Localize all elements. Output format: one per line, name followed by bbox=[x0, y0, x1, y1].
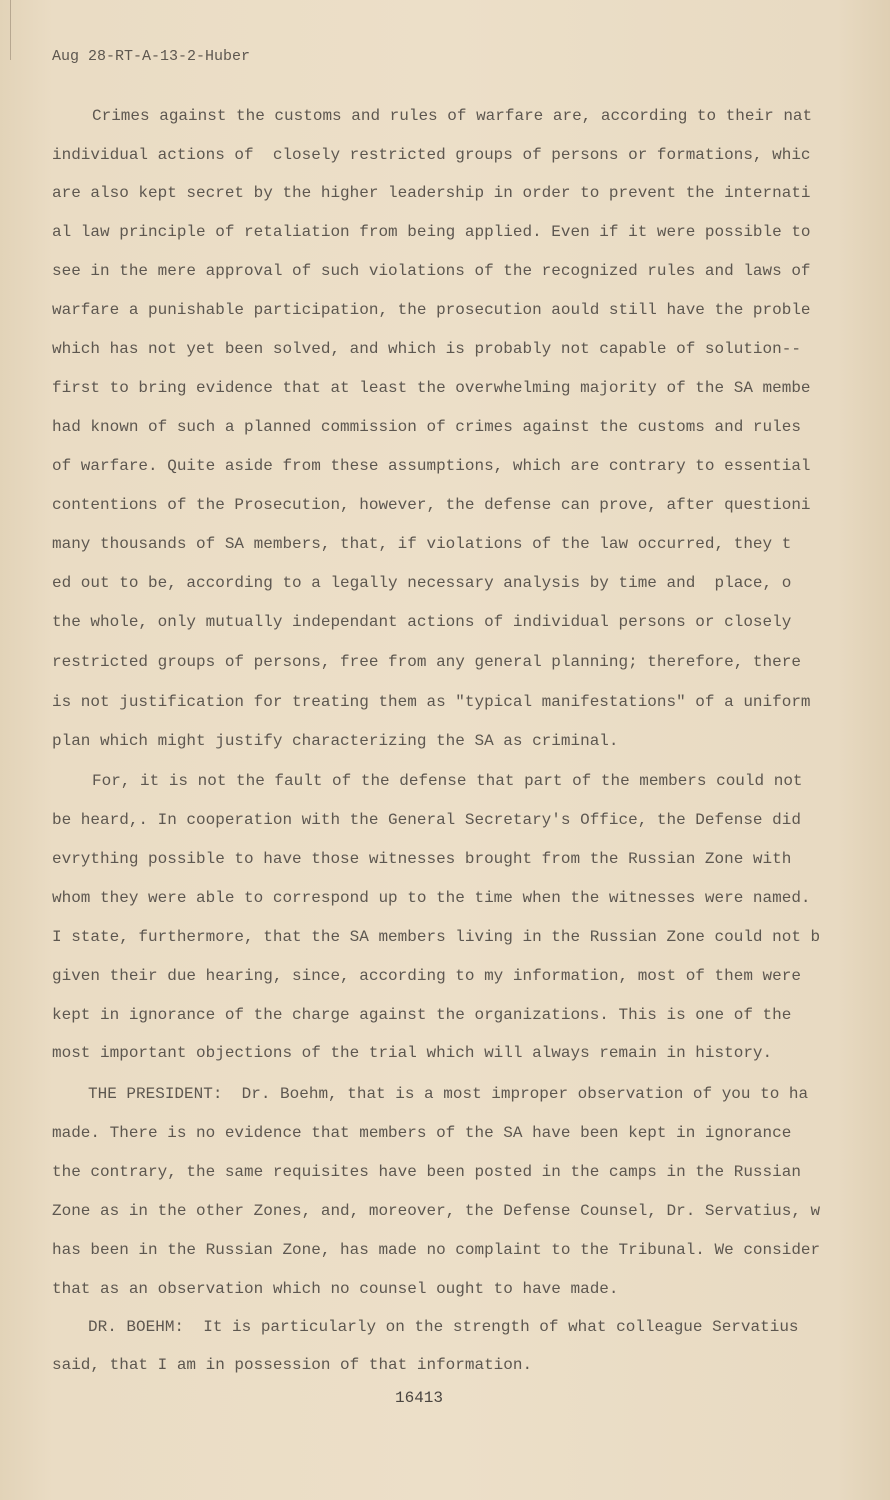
document-header: Aug 28-RT-A-13-2-Huber bbox=[52, 48, 251, 65]
text-line: of warfare. Quite aside from these assumptions, which are contrary to essential bbox=[52, 457, 811, 475]
page-edge-mark bbox=[10, 0, 11, 60]
text-line: has been in the Russian Zone, has made no complaint to the Tribunal. We consider bbox=[52, 1241, 821, 1259]
text-line: is not justification for treating them as "typical manifestations" of a uniform bbox=[52, 693, 811, 711]
text-line: restricted groups of persons, free from any general planning; therefore, there bbox=[52, 653, 801, 671]
text-line: Zone as in the other Zones, and, moreover, the Defense Counsel, Dr. Servatius, w bbox=[52, 1202, 821, 1220]
text-line: the contrary, the same requisites have been posted in the camps in the Russian bbox=[52, 1163, 801, 1181]
text-line: whom they were able to correspond up to the time when the witnesses were named. bbox=[52, 889, 811, 907]
text-line: the whole, only mutually independant actions of individual persons or closely bbox=[52, 613, 792, 631]
text-line: individual actions of closely restricted groups of persons or formations, whic bbox=[52, 146, 811, 164]
text-line: ed out to be, according to a legally necessary analysis by time and place, o bbox=[52, 574, 792, 592]
text-line: had known of such a planned commission of crimes against the customs and rules bbox=[52, 418, 801, 436]
text-line: Crimes against the customs and rules of warfare are, according to their nat bbox=[92, 107, 813, 125]
text-line: said, that I am in possession of that information. bbox=[52, 1356, 533, 1374]
text-line: are also kept secret by the higher leadership in order to prevent the internati bbox=[52, 184, 811, 202]
text-line: that as an observation which no counsel ought to have made. bbox=[52, 1280, 619, 1298]
text-line: see in the mere approval of such violations of the recognized rules and laws of bbox=[52, 262, 811, 280]
text-line: contentions of the Prosecution, however, the defense can prove, after questioni bbox=[52, 496, 811, 514]
text-line: al law principle of retaliation from being applied. Even if it were possible to bbox=[52, 223, 811, 241]
text-line: kept in ignorance of the charge against the organizations. This is one of the bbox=[52, 1006, 792, 1024]
text-line: first to bring evidence that at least the overwhelming majority of the SA membe bbox=[52, 379, 811, 397]
text-line: given their due hearing, since, according to my information, most of them were bbox=[52, 967, 801, 985]
page-number: 16413 bbox=[395, 1389, 444, 1407]
text-line: I state, furthermore, that the SA members living in the Russian Zone could not b bbox=[52, 928, 821, 946]
text-line: plan which might justify characterizing the SA as criminal. bbox=[52, 732, 619, 750]
text-line: For, it is not the fault of the defense that part of the members could not bbox=[92, 772, 803, 790]
text-line: evrything possible to have those witnesses brought from the Russian Zone with bbox=[52, 850, 792, 868]
text-line: THE PRESIDENT: Dr. Boehm, that is a most improper observation of you to ha bbox=[88, 1085, 809, 1103]
text-line: warfare a punishable participation, the prosecution aould still have the proble bbox=[52, 301, 811, 319]
text-line: made. There is no evidence that members of the SA have been kept in ignorance bbox=[52, 1124, 792, 1142]
text-line: DR. BOEHM: It is particularly on the strength of what colleague Servatius bbox=[88, 1318, 799, 1336]
text-line: be heard,. In cooperation with the General Secretary's Office, the Defense did bbox=[52, 811, 801, 829]
text-line: which has not yet been solved, and which is probably not capable of solution-- bbox=[52, 340, 801, 358]
text-line: most important objections of the trial which will always remain in history. bbox=[52, 1044, 773, 1062]
text-line: many thousands of SA members, that, if violations of the law occurred, they t bbox=[52, 535, 792, 553]
